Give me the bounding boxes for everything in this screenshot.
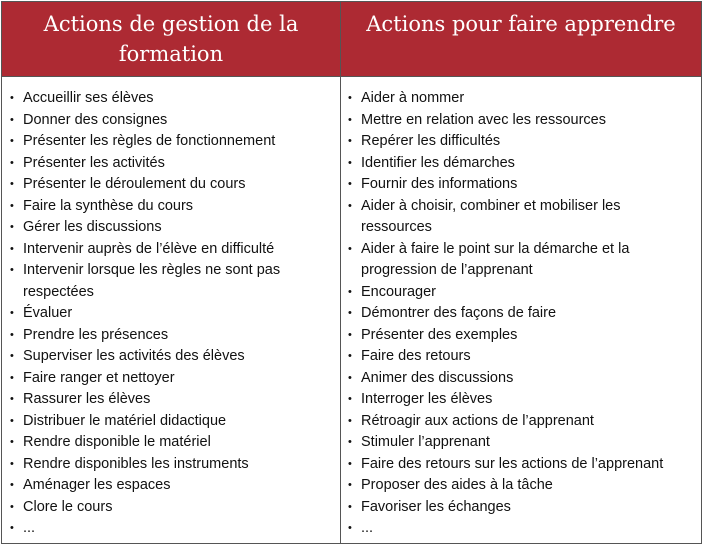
actions-table: [1, 1, 702, 544]
bullet-icon: •: [348, 135, 352, 147]
bullet-icon: •: [348, 156, 352, 169]
bullet-icon: •: [10, 393, 14, 405]
list-item-text: Faire des retours: [361, 348, 471, 364]
list-item-text: Favoriser les échanges: [361, 498, 511, 515]
apprendre-list: [341, 88, 701, 540]
list-item: [341, 497, 701, 519]
list-item-text: Intervenir auprès de l’élève en difficulté: [23, 240, 275, 257]
list-item: [2, 196, 340, 218]
list-item: [2, 411, 340, 433]
bullet-icon: •: [348, 393, 352, 405]
list-item-text: Aider à faire le point sur la démarche et la progression de l’apprenant: [361, 240, 630, 278]
list-item: [2, 217, 340, 239]
list-item: [2, 239, 340, 261]
list-item: [2, 518, 340, 540]
gestion-column: [2, 76, 341, 543]
bullet-icon: •: [10, 178, 14, 190]
apprendre-column: [341, 76, 701, 543]
list-item-text: Encourager: [361, 283, 436, 300]
bullet-icon: •: [10, 479, 14, 491]
list-item: [341, 239, 701, 282]
bullet-icon: •: [10, 414, 14, 427]
list-item-text: Identifier les démarches: [361, 154, 515, 171]
list-item: [341, 303, 701, 325]
bullet-icon: •: [10, 307, 14, 319]
bullet-icon: •: [10, 242, 14, 255]
list-item-text: Interroger les élèves: [361, 391, 493, 407]
list-item-text: Animer des discussions: [361, 369, 514, 386]
list-item: [2, 153, 340, 175]
list-item: [341, 196, 701, 239]
list-item: [341, 110, 701, 132]
list-item: [2, 131, 340, 153]
list-item: [2, 303, 340, 325]
header-gestion-title: Actions de gestion de la formation: [43, 12, 299, 66]
bullet-icon: •: [10, 371, 14, 384]
bullet-icon: •: [348, 436, 352, 448]
bullet-icon: •: [10, 221, 14, 233]
bullet-icon: •: [348, 350, 352, 362]
bullet-icon: •: [348, 457, 352, 470]
bullet-icon: •: [348, 178, 352, 190]
header-apprendre: [341, 2, 701, 76]
list-item-text: Rendre disponibles les instruments: [23, 455, 249, 472]
bullet-icon: •: [10, 156, 14, 169]
list-item-text: Aider à choisir, combiner et mobiliser les ressources: [361, 197, 621, 235]
list-item-text: Présenter les règles de fonctionnement: [23, 133, 276, 149]
list-item-text: Faire des retours sur les actions de l’apprenant: [361, 455, 664, 472]
list-item-text: Clore le cours: [23, 498, 113, 515]
list-item: [341, 174, 701, 196]
list-item: [2, 346, 340, 368]
list-item-text: Faire la synthèse du cours: [23, 197, 194, 214]
list-item: [2, 389, 340, 411]
bullet-icon: •: [348, 479, 352, 491]
list-item: [341, 389, 701, 411]
list-item: [341, 454, 701, 476]
bullet-icon: •: [348, 414, 352, 427]
list-item-text: Faire ranger et nettoyer: [23, 369, 175, 386]
list-item: [2, 368, 340, 390]
list-item: [341, 475, 701, 497]
bullet-icon: •: [10, 199, 14, 212]
list-item: [2, 475, 340, 497]
list-item-text: Distribuer le matériel didactique: [23, 412, 227, 429]
list-item: [2, 432, 340, 454]
list-item: [341, 368, 701, 390]
list-item-text: Mettre en relation avec les ressources: [361, 111, 606, 128]
list-item-text: Fournir des informations: [361, 176, 518, 192]
list-item-text: Prendre les présences: [23, 326, 169, 343]
list-item: [341, 411, 701, 433]
list-item: [341, 153, 701, 175]
list-item: [341, 88, 701, 110]
list-item-text: Stimuler l’apprenant: [361, 434, 490, 450]
bullet-icon: •: [348, 371, 352, 384]
list-item-text: Donner des consignes: [23, 111, 168, 128]
list-item: [341, 282, 701, 304]
list-item: [2, 454, 340, 476]
list-item-text: Gérer les discussions: [23, 219, 162, 235]
list-item-text: Présenter les activités: [23, 154, 165, 171]
list-item-text: Aider à nommer: [361, 90, 465, 106]
gestion-list: [2, 88, 340, 540]
list-item-text: ...: [23, 520, 36, 536]
list-item: [2, 110, 340, 132]
list-item-text: Évaluer: [23, 305, 73, 321]
bullet-icon: •: [10, 135, 14, 147]
bullet-icon: •: [348, 285, 352, 298]
bullet-icon: •: [348, 307, 352, 319]
bullet-icon: •: [10, 350, 14, 362]
bullet-icon: •: [348, 328, 352, 341]
list-item-text: Démontrer des façons de faire: [361, 305, 557, 321]
list-item: [341, 518, 701, 540]
list-item-text: Repérer les difficultés: [361, 133, 501, 149]
list-item-text: Présenter des exemples: [361, 326, 518, 343]
bullet-icon: •: [10, 328, 14, 341]
header-gestion: [2, 2, 341, 76]
list-item-text: Rendre disponible le matériel: [23, 434, 211, 450]
bullet-icon: •: [348, 500, 352, 513]
bullet-icon: •: [348, 242, 352, 255]
list-item-text: Présenter le déroulement du cours: [23, 176, 246, 192]
bullet-icon: •: [10, 264, 14, 276]
list-item-text: ...: [361, 520, 374, 536]
list-item-text: Proposer des aides à la tâche: [361, 477, 553, 493]
bullet-icon: •: [10, 92, 14, 104]
list-item-text: Rassurer les élèves: [23, 391, 151, 407]
bullet-icon: •: [348, 522, 352, 534]
list-item-text: Rétroagir aux actions de l’apprenant: [361, 412, 594, 429]
bullet-icon: •: [348, 113, 352, 126]
list-item: [2, 260, 340, 303]
list-item-text: Intervenir lorsque les règles ne sont pas respectées: [23, 262, 281, 300]
list-item-text: Aménager les espaces: [23, 477, 171, 493]
list-item: [2, 497, 340, 519]
list-item: [2, 325, 340, 347]
list-item: [2, 174, 340, 196]
bullet-icon: •: [10, 500, 14, 513]
list-item-text: Accueillir ses élèves: [23, 90, 154, 106]
list-item: [341, 131, 701, 153]
list-item-text: Superviser les activités des élèves: [23, 348, 245, 364]
bullet-icon: •: [10, 522, 14, 534]
list-item: [2, 88, 340, 110]
header-apprendre-title: Actions pour faire apprendre: [366, 12, 676, 36]
list-item: [341, 432, 701, 454]
bullet-icon: •: [10, 113, 14, 126]
bullet-icon: •: [10, 457, 14, 470]
bullet-icon: •: [10, 436, 14, 448]
bullet-icon: •: [348, 199, 352, 212]
list-item: [341, 346, 701, 368]
list-item: [341, 325, 701, 347]
bullet-icon: •: [348, 92, 352, 104]
